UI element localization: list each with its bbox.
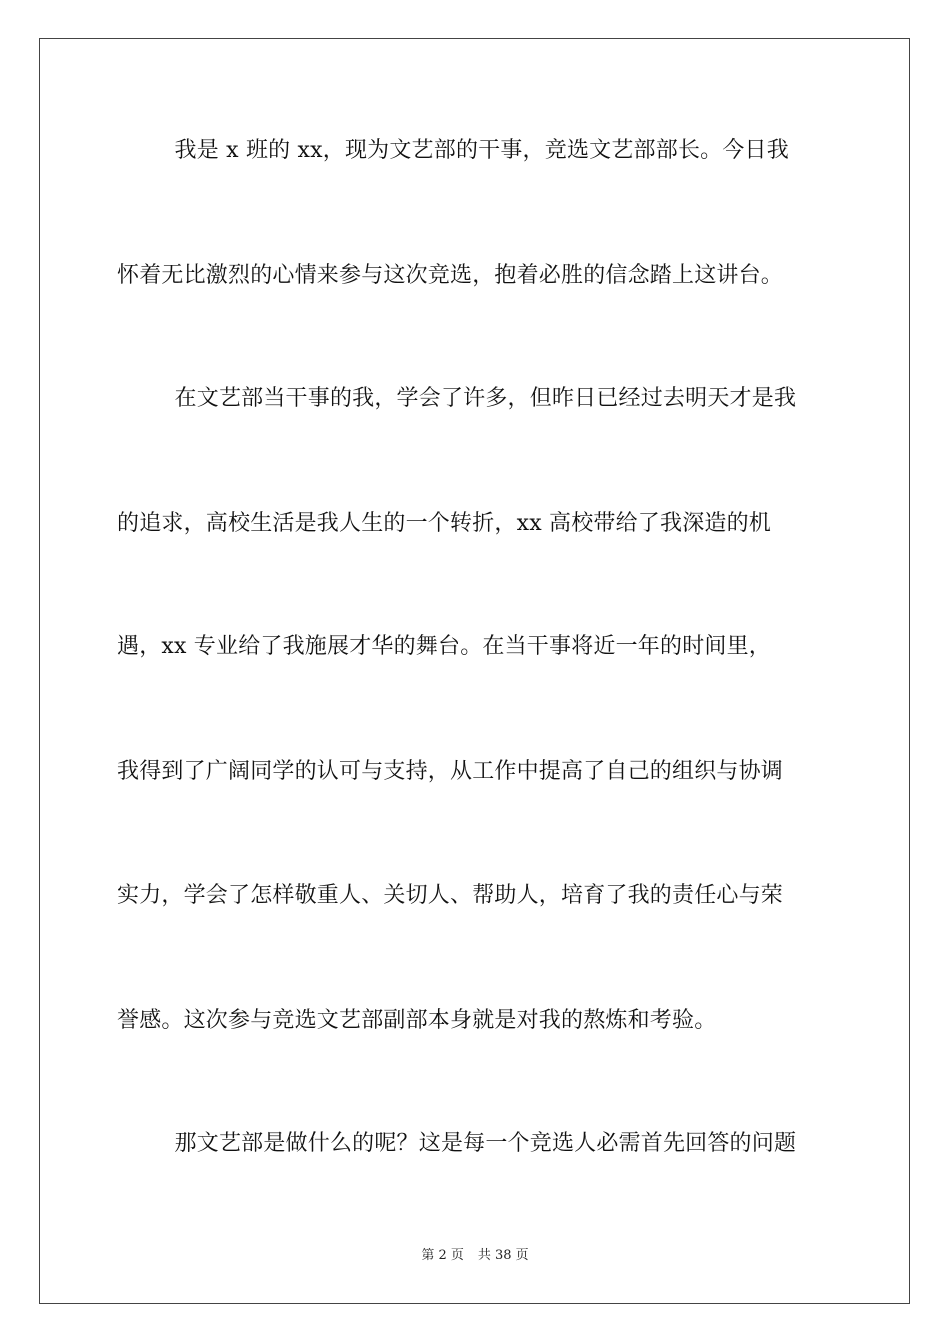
page-number: 第 2 页 [421, 1248, 464, 1263]
body-line-1: 我是 x 班的 xx，现为文艺部的干事，竞选文艺部部长。今日我 [117, 138, 789, 163]
body-line-4: 的追求，高校生活是我人生的一个转折，xx 高校带给了我深造的机 [117, 511, 772, 536]
page-frame [39, 38, 910, 1304]
page-footer [0, 1247, 950, 1265]
body-line-6: 我得到了广阔同学的认可与支持，从工作中提高了自己的组织与协调 [117, 759, 784, 784]
page-total: 共 38 页 [477, 1248, 529, 1263]
body-line-2: 怀着无比激烈的心情来参与这次竞选，抱着必胜的信念踏上这讲台。 [117, 263, 784, 288]
body-line-7: 实力，学会了怎样敬重人、关切人、帮助人，培育了我的责任心与荣 [117, 883, 784, 908]
body-line-8: 誉感。这次参与竞选文艺部副部本身就是对我的熬炼和考验。 [117, 1008, 717, 1033]
body-line-9: 那文艺部是做什么的呢？这是每一个竞选人必需首先回答的问题 [117, 1131, 797, 1156]
body-line-5: 遇，xx 专业给了我施展才华的舞台。在当干事将近一年的时间里， [117, 634, 772, 659]
body-line-3: 在文艺部当干事的我，学会了许多，但昨日已经过去明天才是我 [117, 386, 797, 411]
